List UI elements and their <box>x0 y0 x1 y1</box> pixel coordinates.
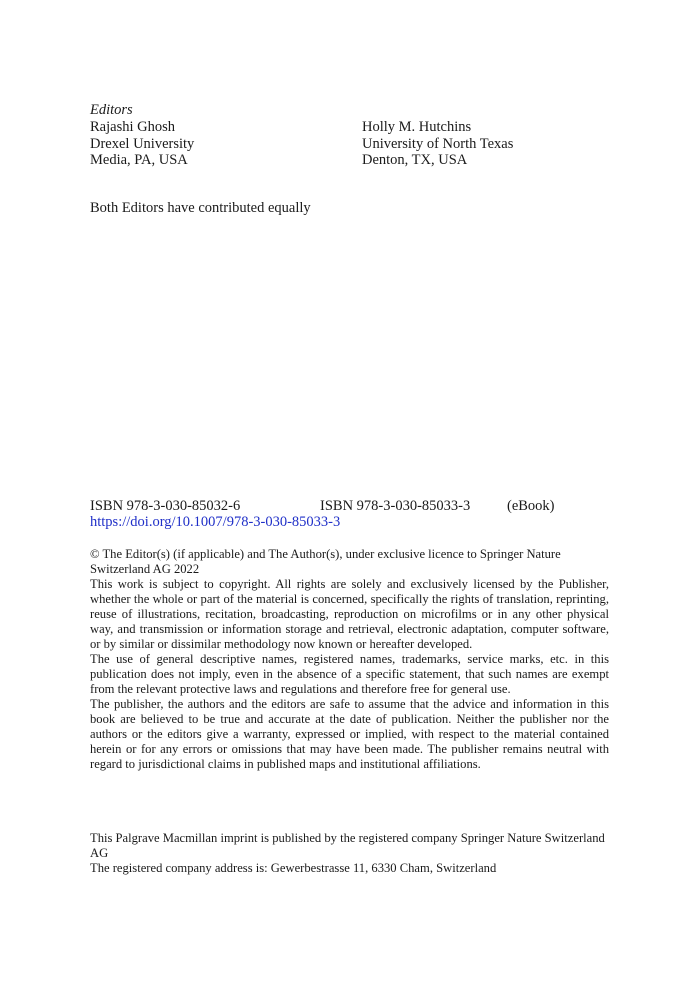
editor-name: Rajashi Ghosh <box>90 119 175 135</box>
isbn-row <box>90 498 555 515</box>
contribution-note: Both Editors have contributed equally <box>90 200 311 216</box>
editors-heading: Editors <box>90 102 133 118</box>
editor-location: Media, PA, USA <box>90 152 188 168</box>
names-use-statement: The use of general descriptive names, registered names, trademarks, service marks, etc. in this publication does not imply, even in the absence of a specific statement, that such names are exempt from the relevant protective laws and regulations and therefore free for general use. <box>90 652 609 696</box>
editor-affiliation: University of North Texas <box>362 135 514 152</box>
isbn-ebook: ISBN 978-3-030-85033-3 <box>320 498 471 514</box>
editor-location: Denton, TX, USA <box>362 152 468 168</box>
imprint-info <box>90 831 609 876</box>
legal-notice <box>90 547 609 772</box>
editor-left <box>90 119 194 169</box>
company-address: The registered company address is: Gewerbestrasse 11, 6330 Cham, Switzerland <box>90 861 497 875</box>
disclaimer-statement: The publisher, the authors and the editors are safe to assume that the advice and information in this book are believed to be true and accurate at the date of publication. Neither the publisher nor the authors or the editors give a warranty, expressed or implied, with respect to the material contained herein or for any errors or omissions that may have been made. The publisher remains neutral with regard to jurisdictional claims in published maps and institutional affiliations. <box>90 697 609 771</box>
editor-right <box>362 119 513 169</box>
ebook-label: (eBook) <box>507 498 555 514</box>
doi-link[interactable]: https://doi.org/10.1007/978-3-030-85033-3 <box>90 514 341 530</box>
editor-name: Holly M. Hutchins <box>362 119 472 135</box>
imprint-statement: This Palgrave Macmillan imprint is published by the registered company Springer Nature Switzerland AG <box>90 831 605 860</box>
rights-statement: This work is subject to copyright. All rights are solely and exclusively licensed by the Publisher, whether the whole or part of the material is concerned, specifically the rights of translation, reprinting, reuse of illustrations, recitation, broadcasting, reproduction on microfilms or in any other physical way, and transmission or information storage and retrieval, electronic adaptation, computer software, or by similar or dissimilar methodology now known or hereafter developed. <box>90 577 609 651</box>
isbn-print: ISBN 978-3-030-85032-6 <box>90 498 241 514</box>
editor-affiliation: Drexel University <box>90 135 195 152</box>
copyright-statement: © The Editor(s) (if applicable) and The Author(s), under exclusive licence to Springer Nature Switzerland AG 2022 <box>90 547 561 576</box>
